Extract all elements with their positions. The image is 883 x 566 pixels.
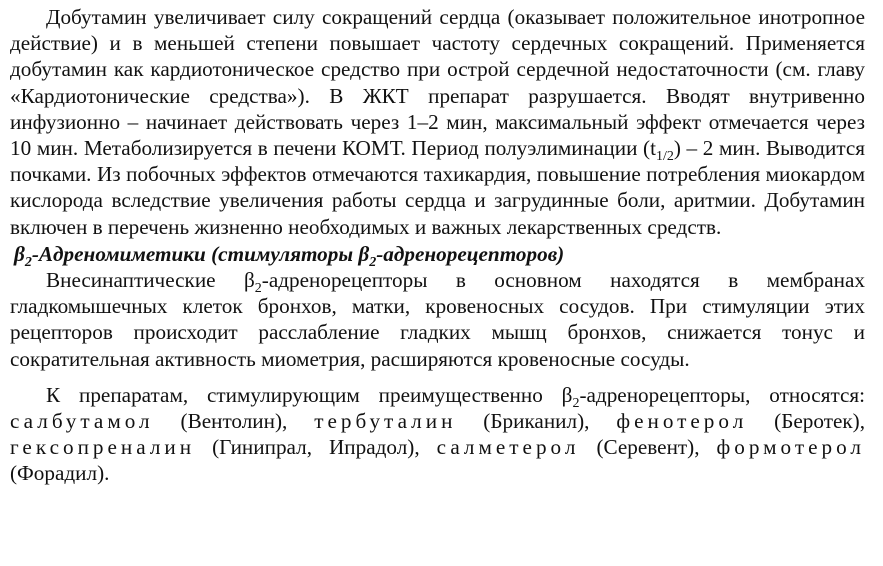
subscript: 2: [24, 255, 32, 271]
paragraph-gap: [10, 372, 865, 382]
brand-name: (Бриканил),: [456, 409, 617, 434]
brand-name: (Форадил).: [10, 461, 110, 486]
heading-text: -адренорецепторов): [376, 241, 565, 266]
paragraph-dobutamine: [10, 4, 865, 240]
brand-name: (Беротек),: [747, 409, 866, 434]
subscript: 1/2: [655, 149, 674, 165]
drug-name: тербуталин: [314, 409, 457, 434]
brand-name: (Серевент),: [579, 435, 717, 460]
document-page: [10, 4, 865, 487]
drug-name: гексопреналин: [10, 435, 196, 460]
paragraph-drugs: [10, 382, 865, 487]
heading-text: β: [14, 241, 25, 266]
brand-name: (Гинипрал, Ипрадол),: [195, 435, 437, 460]
brand-name: (Вентолин),: [153, 409, 315, 434]
paragraph-text: -адренорецепторы в основном находятся в мембранах гладкомышечных клеток бронхов, матки, кровеносных сосудов. При стимуляции этих рецепторов происходит расслабление гладких мышц бронхов, снижается тонус и сократительная активность миометрия, расширяются кровеносные сосуды.: [10, 268, 865, 371]
section-heading: [10, 240, 865, 271]
subscript: 2: [254, 281, 262, 297]
paragraph-text: Добутамин увеличивает силу сокращений сердца (оказывает положительное инотропное действие) и в меньшей степени повышает частоту сердечных сокращений. Применяется добутамин как кардиотоническое средство при острой сердечной недостаточности (см. главу «Кардиотонические средства»). В ЖКТ препарат разрушается. Вводят внутривенно инфузионно – начинает действовать через 1–2 мин, максимальный эффект отмечается через 10 мин. Метаболизируется в печени КОМТ. Период полуэлиминации (t: [10, 5, 865, 161]
paragraph-text: ) – 2 мин. Выводится почками. Из побочных эффектов отмечаются тахикардия, повышение потребления миокардом кислорода вследствие увеличения работы сердца и загрудинные боли, аритмии. Добутамин включен в перечень жизненно необходимых и важных лекарственных средств.: [10, 136, 865, 239]
drug-name: салбутамол: [10, 409, 154, 434]
drug-name: формотерол: [716, 435, 865, 460]
drug-name: салметерол: [436, 435, 580, 460]
paragraph-receptors: [10, 267, 865, 372]
paragraph-text: Внесинаптические β: [46, 268, 255, 293]
paragraph-text: К препаратам, стимулирующим преимущественно β: [46, 382, 573, 407]
paragraph-text: -адренорецепторы, относятся:: [579, 382, 866, 407]
drug-name: фенотерол: [616, 409, 748, 434]
subscript: 2: [369, 255, 377, 271]
subscript: 2: [572, 396, 580, 412]
heading-text: -Адреномиметики (стимуляторы β: [31, 241, 370, 266]
